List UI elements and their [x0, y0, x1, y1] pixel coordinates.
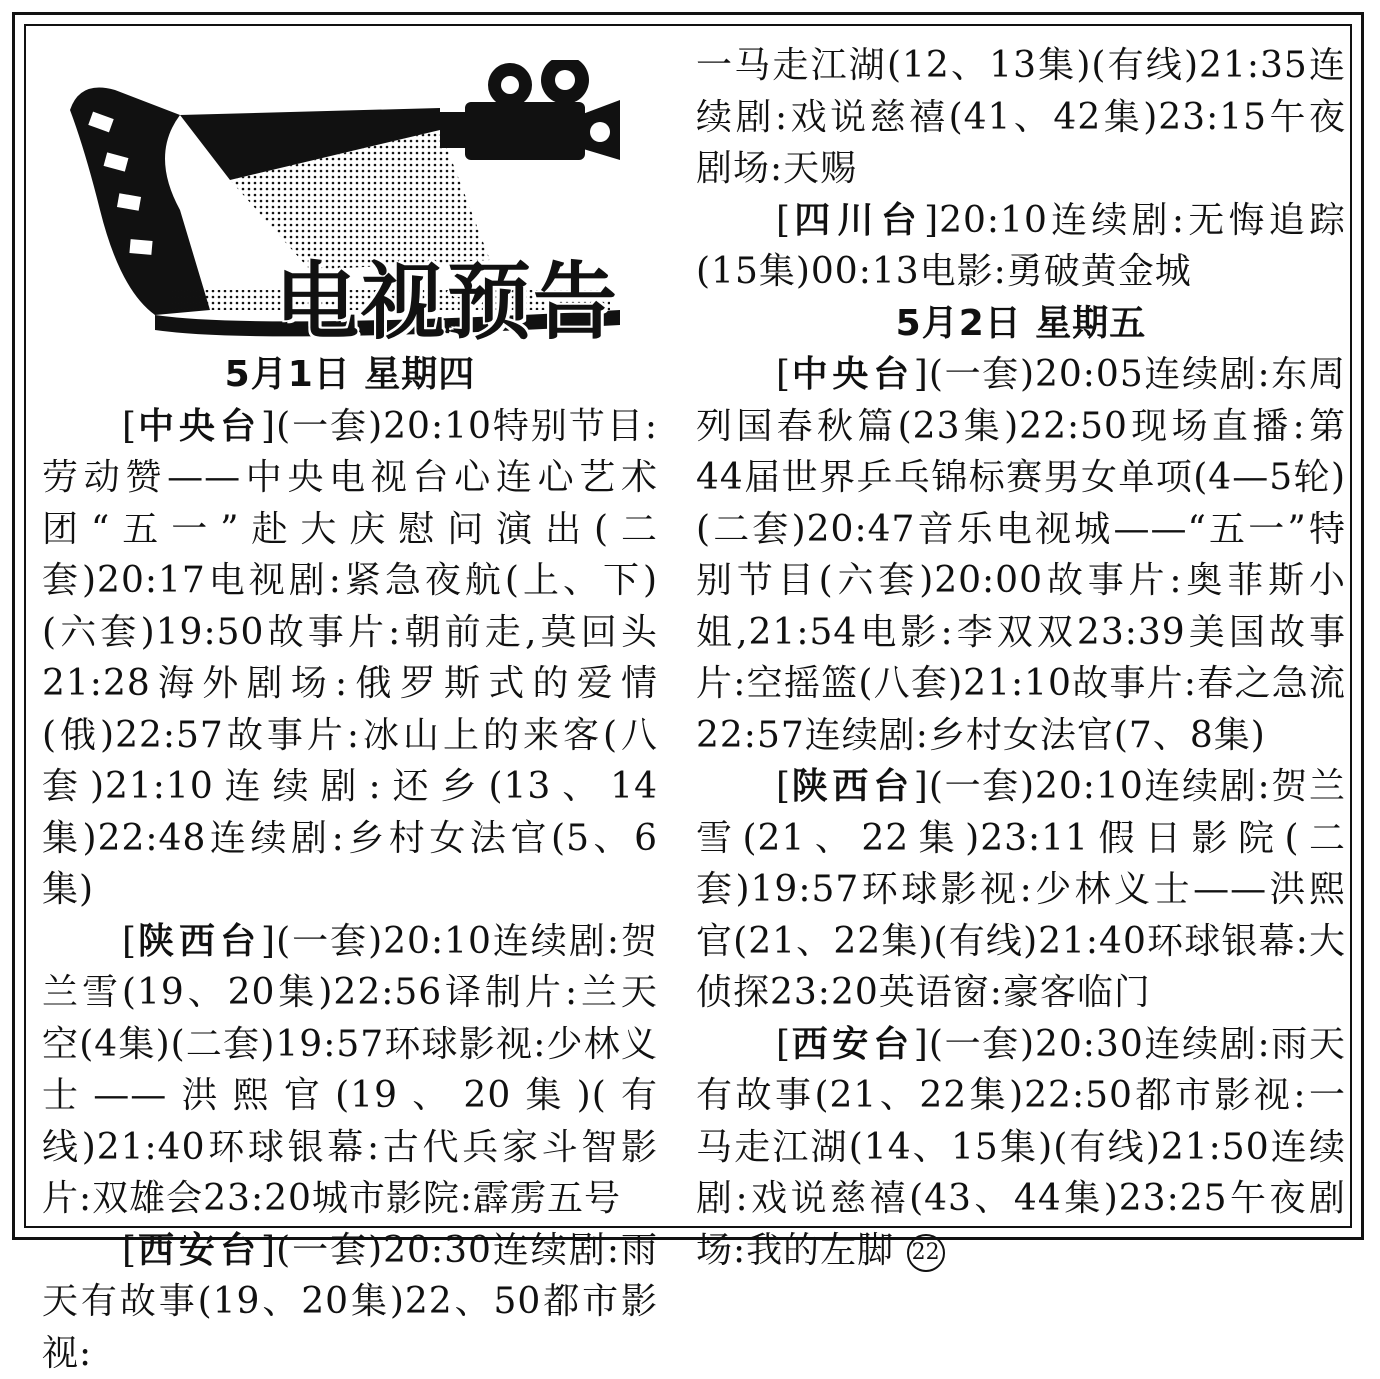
listing-text: (一套)20:05连续剧:东周列国春秋篇(23集)22:50现场直播:第44届世界乒乓锦标赛男女单项(4—5轮)(二套)20:47音乐电视城——“五一”特别节目(六套)20:00故事片:奥菲斯小姐,21:54电影:李双双23:39美国故事片:空摇篮(八套)21:10故事片:春之急流22:57连续剧:乡村女法官(7、8集) — [696, 354, 1346, 756]
station-name: 陕西台 — [137, 921, 261, 962]
station-name: 西安台 — [791, 1024, 914, 1065]
listing-text: (一套)20:30连续剧:雨天有故事(21、22集)22:50都市影视:一马走江湖(14、15集)(有线)21:50连续剧:戏说慈禧(43、44集)23:25午夜剧场:我的左脚 — [696, 1024, 1346, 1271]
listing-paragraph: [西安台](一套)20:30连续剧:雨天有故事(21、22集)22:50都市影视:一马走江湖(14、15集)(有线)21:50连续剧:戏说慈禧(43、44集)23:25午夜剧场:我的左脚 22 — [696, 1019, 1346, 1277]
station-name: 四川台 — [791, 200, 924, 241]
listing-paragraph: [四川台]20:10连续剧:无悔追踪(15集)00:13电影:勇破黄金城 — [696, 195, 1346, 298]
listing-paragraph: [中央台](一套)20:05连续剧:东周列国春秋篇(23集)22:50现场直播:第44届世界乒乓锦标赛男女单项(4—5轮)(二套)20:47音乐电视城——“五一”特别节目(六套)20:00故事片:奥菲斯小姐,21:54电影:李双双23:39美国故事片:空摇篮(八套)21:10故事片:春之急流22:57连续剧:乡村女法官(7、8集) — [696, 349, 1346, 761]
logo-title: 电视预告 — [275, 235, 619, 356]
right-column — [696, 40, 1346, 1276]
listing-text: 一马走江湖(12、13集)(有线)21:35连续剧:戏说慈禧(41、42集)23:15午夜剧场:天赐 — [696, 45, 1346, 189]
date-heading: 5月1日 星期四 — [42, 349, 658, 401]
listing-text: 20:10连续剧:无悔追踪(15集)00:13电影:勇破黄金城 — [696, 200, 1346, 293]
station-name: 中央台 — [791, 354, 914, 395]
station-name: 西安台 — [137, 1230, 261, 1271]
listing-text: (一套)20:10连续剧:贺兰雪(21、22集)23:11假日影院(二套)19:57环球影视:少林义士——洪熙官(21、22集)(有线)21:40环球银幕:大侦探23:20英语窗:豪客临门 — [696, 766, 1346, 1013]
station-name: 陕西台 — [791, 766, 914, 807]
movie-camera-icon — [440, 60, 620, 160]
listing-paragraph: [陕西台](一套)20:10连续剧:贺兰雪(19、20集)22:56译制片:兰天空(4集)(二套)19:57环球影视:少林义士——洪熙官(19、20集)(有线)21:40环球银幕:古代兵家斗智影片:双雄会23:20城市影院:霹雳五号 — [42, 916, 658, 1225]
listing-text: (一套)20:10连续剧:贺兰雪(19、20集)22:56译制片:兰天空(4集)(二套)19:57环球影视:少林义士——洪熙官(19、20集)(有线)21:40环球银幕:古代兵家斗智影片:双雄会23:20城市影院:霹雳五号 — [42, 921, 658, 1220]
left-column — [42, 349, 658, 1379]
listing-paragraph: [陕西台](一套)20:10连续剧:贺兰雪(21、22集)23:11假日影院(二套)19:57环球影视:少林义士——洪熙官(21、22集)(有线)21:40环球银幕:大侦探23:20英语窗:豪客临门 — [696, 761, 1346, 1019]
tv-preview-logo — [60, 60, 650, 340]
listing-text: (一套)20:30连续剧:雨天有故事(19、20集)22、50都市影视: — [42, 1230, 658, 1374]
date-heading: 5月2日 星期五 — [696, 298, 1346, 350]
page-number: 22 — [907, 1234, 945, 1272]
listing-paragraph: [中央台](一套)20:10特别节目:劳动赞——中央电视台心连心艺术团“五一”赴大庆慰问演出(二套)20:17电视剧:紧急夜航(上、下)(六套)19:50故事片:朝前走,莫回头21:28海外剧场:俄罗斯式的爱情(俄)22:57故事片:冰山上的来客(八套)21:10连续剧:还乡(13、14集)22:48连续剧:乡村女法官(5、6集) — [42, 401, 658, 916]
listing-paragraph: [西安台](一套)20:30连续剧:雨天有故事(19、20集)22、50都市影视: — [42, 1225, 658, 1379]
listing-text: (一套)20:10特别节目:劳动赞——中央电视台心连心艺术团“五一”赴大庆慰问演出(二套)20:17电视剧:紧急夜航(上、下)(六套)19:50故事片:朝前走,莫回头21:28海外剧场:俄罗斯式的爱情(俄)22:57故事片:冰山上的来客(八套)21:10连续剧:还乡(13、14集)22:48连续剧:乡村女法官(5、6集) — [42, 406, 658, 911]
station-name: 中央台 — [137, 406, 261, 447]
listing-paragraph — [696, 40, 1346, 195]
